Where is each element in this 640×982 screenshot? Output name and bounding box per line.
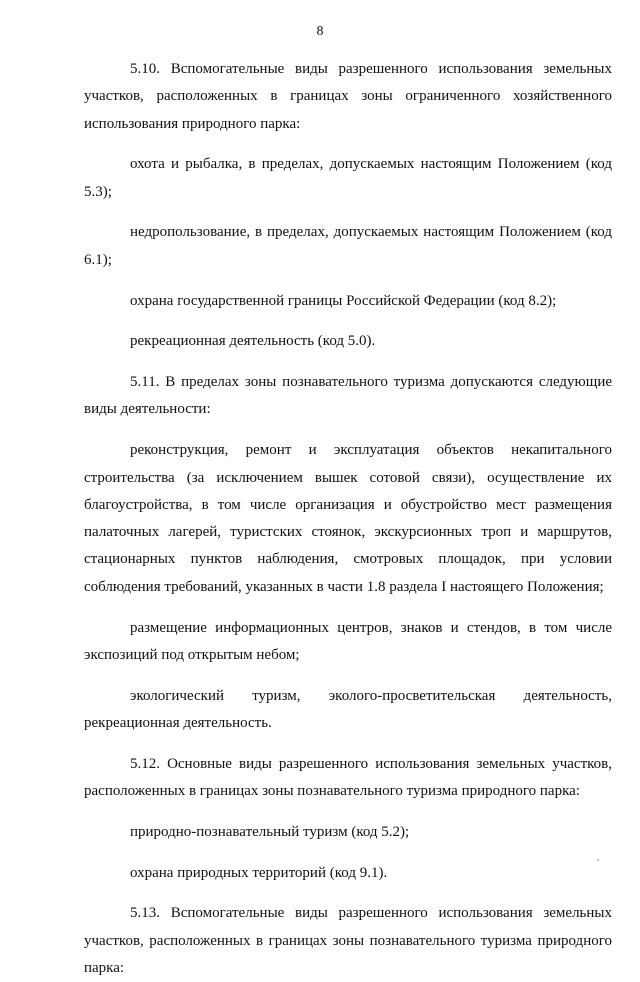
document-body	[84, 56, 612, 982]
paragraph-5-13: 5.13. Вспомогательные виды разрешенного использования земельных участков, расположенных в границах зоны познавательного туризма природного парка:	[84, 905, 612, 977]
list-item-information-centers: размещение информационных центров, знаков и стендов, в том числе экспозиций под открытым небом;	[84, 619, 612, 663]
list-item-reconstruction: реконструкция, ремонт и эксплуатация объектов некапитального строительства (за исключением вышек сотовой связи), осуществление их благоустройства, в том числе организация и обустройство мест размещения палаточных лагерей, туристских стоянок, экскурсионных троп и маршрутов, стационарных пунктов наблюдения, смотровых площадок, при условии соблюдения требований, указанных в части 1.8 раздела I настоящего Положения;	[84, 442, 612, 595]
scan-speck	[597, 859, 599, 861]
list-item-recreation: рекреационная деятельность (код 5.0).	[130, 333, 376, 350]
paragraph-5-10: 5.10. Вспомогательные виды разрешенного использования земельных участков, расположенных в границах зоны ограниченного хозяйственного использования природного парка:	[84, 61, 612, 132]
list-item-ecotourism: экологический туризм, эколого-просветительская деятельность, рекреационная деятельность.	[84, 687, 612, 731]
page-number: 8	[316, 24, 324, 39]
list-item-nature-tourism: природно-познавательный туризм (код 5.2);	[130, 823, 410, 840]
paragraph-5-11: 5.11. В пределах зоны познавательного туризма допускаются следующие виды деятельности:	[84, 374, 612, 418]
list-item-nature-protection: охрана природных территорий (код 9.1).	[130, 864, 388, 881]
list-item-subsoil-use: недропользование, в пределах, допускаемых настоящим Положением (код 6.1);	[84, 224, 612, 268]
paragraph-5-12: 5.12. Основные виды разрешенного использования земельных участков, расположенных в границах зоны познавательного туризма природного парка:	[84, 755, 612, 800]
list-item-border-protection: охрана государственной границы Российской Федерации (код 8.2);	[130, 292, 557, 309]
list-item-hunting-fishing: охота и рыбалка, в пределах, допускаемых настоящим Положением (код 5.3);	[84, 156, 612, 200]
